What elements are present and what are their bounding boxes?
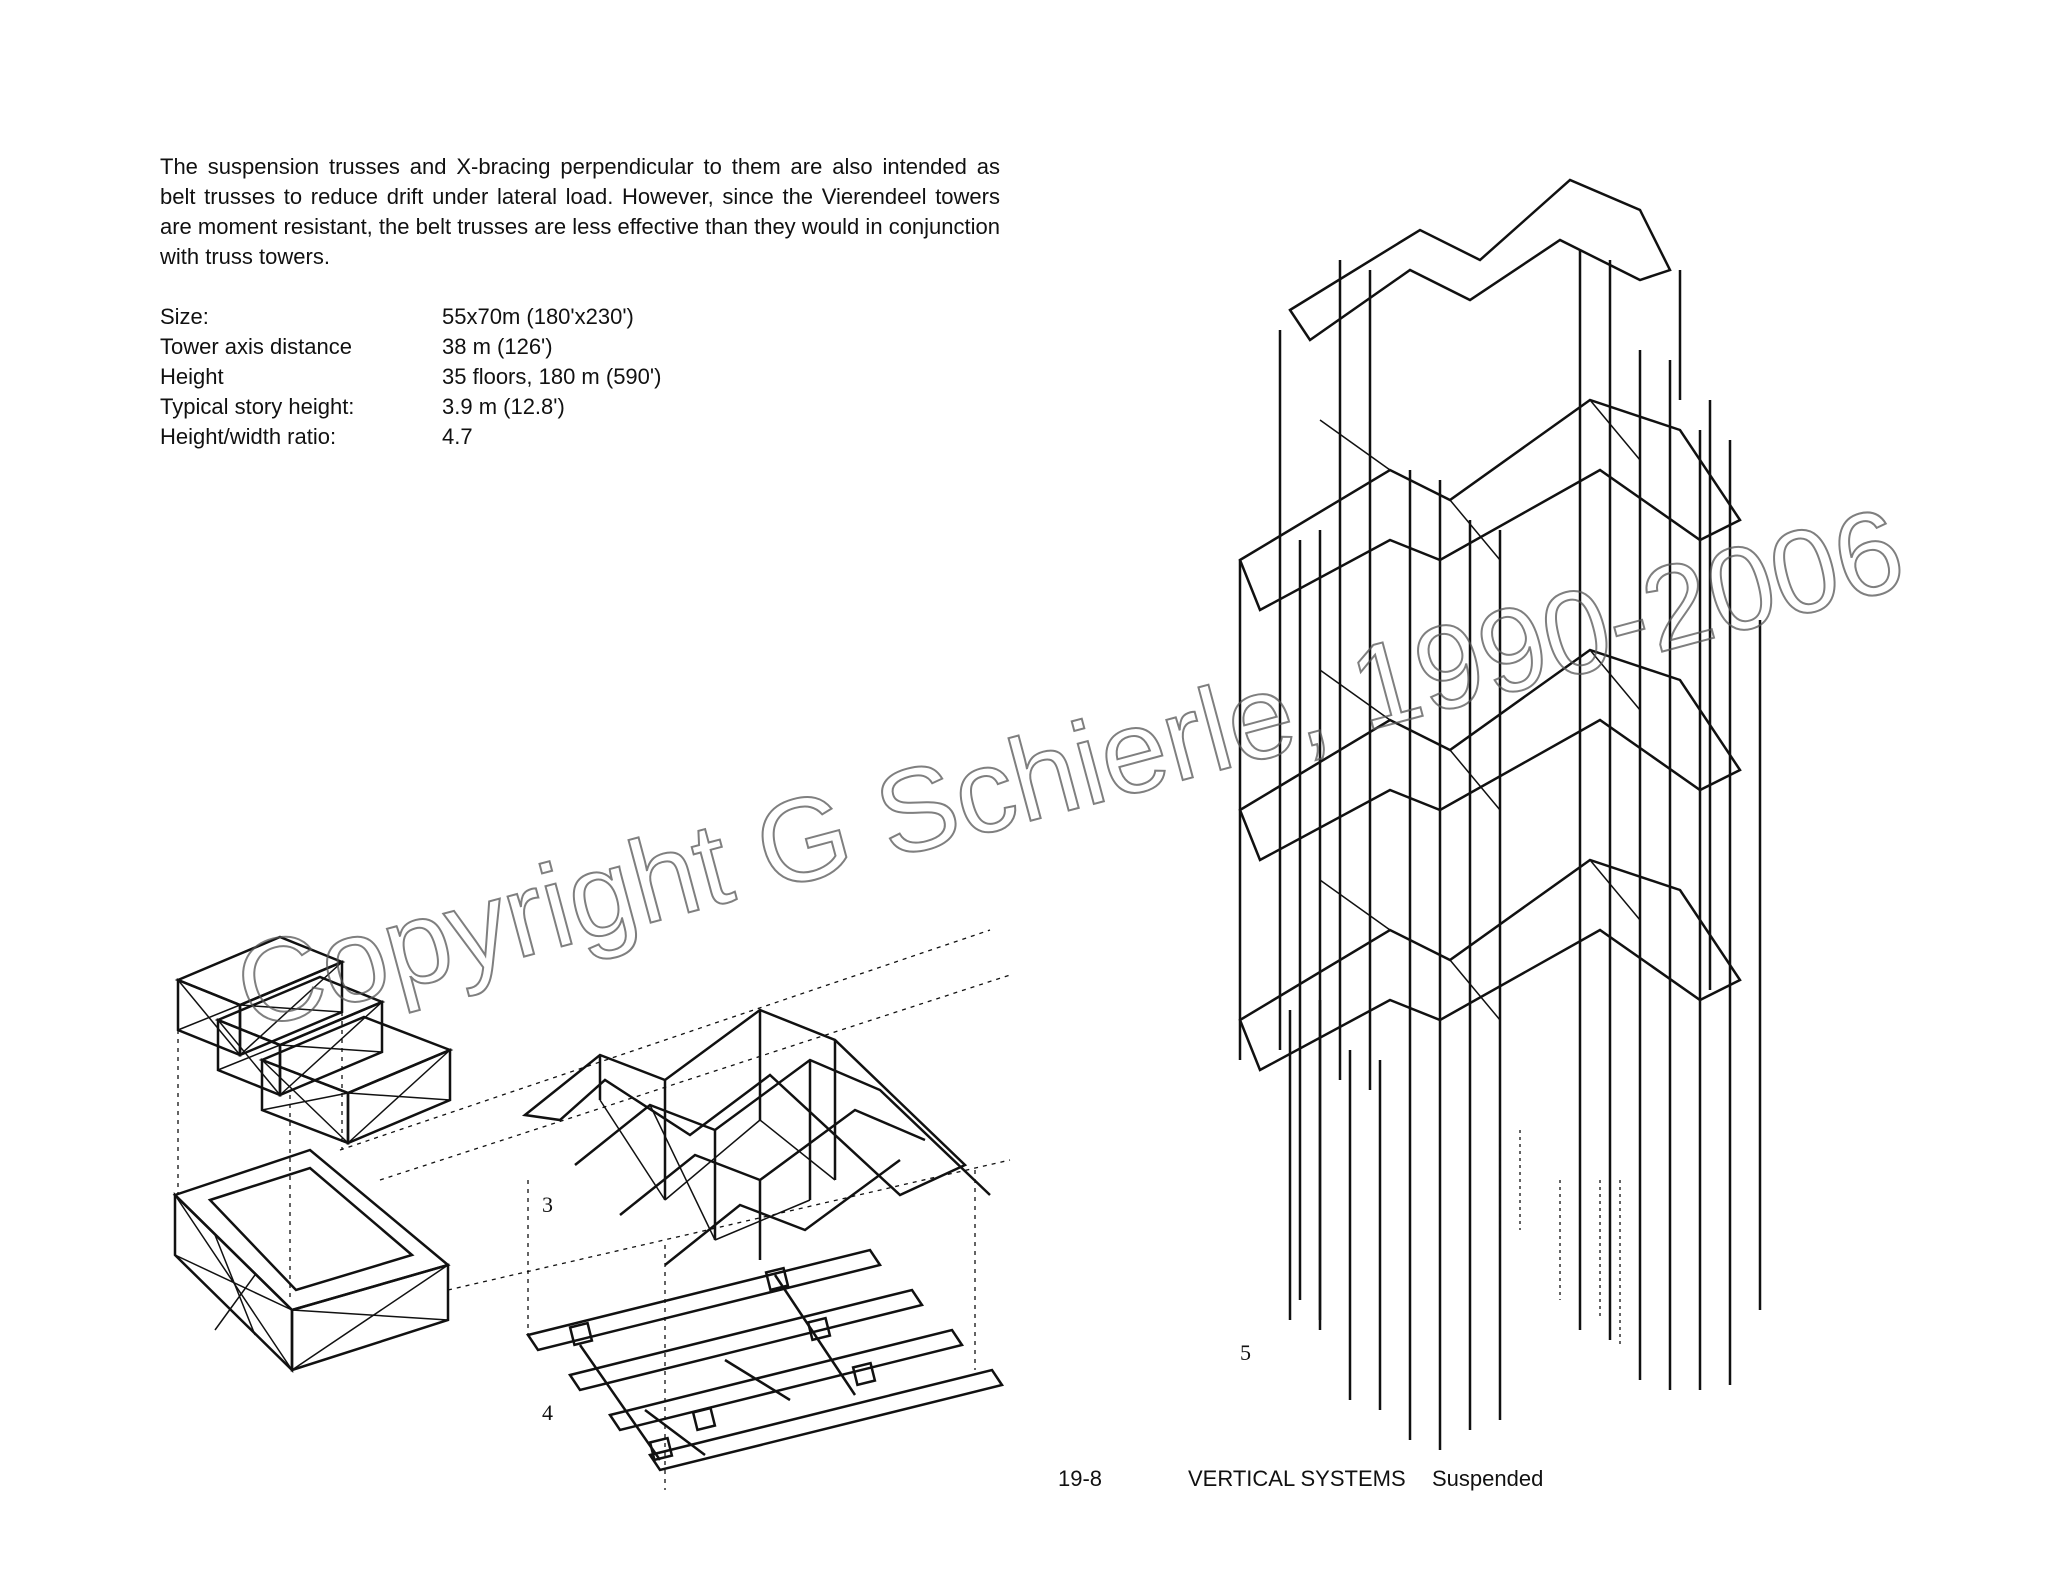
spec-label: Height: [160, 364, 224, 389]
spec-label: Typical story height:: [160, 394, 355, 419]
watermark-text: Copyright G Schierle, 1990-2006: [222, 482, 1917, 1056]
spec-value: 38 m (126'): [442, 334, 553, 359]
tower-truss-levels: [1240, 180, 1740, 1070]
spec-label: Height/width ratio:: [160, 424, 337, 449]
spec-value: 35 floors, 180 m (590'): [442, 364, 662, 389]
figure-label-5: 5: [1240, 1340, 1251, 1365]
section-title: VERTICAL SYSTEMS: [1188, 1466, 1406, 1491]
hanger-rods: [1500, 1130, 1620, 1345]
figure-label-3: 3: [542, 1192, 553, 1217]
intro-paragraph: The suspension trusses and X-bracing perpendicular to them are also intended as belt trusses to reduce drift under lateral load. However, since the Vierendeel towers are moment resistant, the belt trusses are less effective than they would in conjunction with truss towers.: [160, 154, 1000, 269]
spec-value: 3.9 m (12.8'): [442, 394, 565, 419]
spec-value: 4.7: [442, 424, 473, 449]
page-number: 19-8: [1058, 1466, 1103, 1491]
tower-columns: [1240, 250, 1760, 1450]
figure-label-4: 4: [542, 1400, 553, 1425]
subsection-title: Suspended: [1432, 1466, 1544, 1491]
spec-label: Tower axis distance: [160, 334, 352, 359]
spec-label: Size:: [160, 304, 209, 329]
spec-value: 55x70m (180'x230'): [442, 304, 634, 329]
